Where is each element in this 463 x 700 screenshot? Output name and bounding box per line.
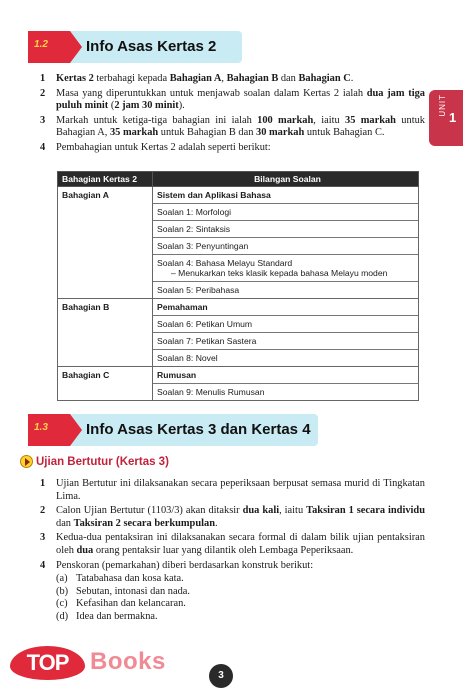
section-number-badge — [28, 414, 70, 446]
construct-list — [56, 573, 425, 623]
paragraph-text: . — [350, 73, 354, 84]
paragraph-text: Penskoran (pemarkahan) diberi berdasarkan konstruk berikut: — [56, 559, 314, 571]
paragraph-text: Taksiran 1 secara individu — [306, 505, 425, 517]
section-number-badge — [28, 31, 70, 63]
paragraph-number: 4 — [40, 559, 46, 571]
paragraph-text: . — [214, 517, 218, 529]
paragraph-number: 1 — [40, 478, 46, 489]
table-questions-cell — [153, 299, 419, 367]
construct-letter: (d) — [56, 610, 69, 622]
paragraph-text: , — [221, 73, 227, 84]
paragraph-text: Bahagian B — [226, 73, 279, 84]
paragraph — [40, 88, 425, 113]
table-topic — [153, 299, 418, 316]
logo-top: TOP — [10, 646, 85, 680]
paragraph-text: Markah untuk ketiga-tiga bahagian ini ialah — [56, 114, 258, 126]
paragraph-text: ( — [108, 100, 115, 112]
table-questions-cell — [153, 187, 419, 299]
paragraph-text: terbahagi kepada — [93, 73, 170, 84]
question-text: Soalan 7: Petikan Sastera — [157, 336, 257, 346]
table-question — [153, 221, 418, 238]
paragraph-text: Masa yang diperuntukkan untuk menjawab soalan dalam Kertas 2 ialah — [56, 87, 367, 99]
logo-books: Books — [90, 648, 166, 675]
paragraph-text: 30 markah — [256, 127, 305, 139]
table-question — [153, 350, 418, 366]
paragraph-text: Ujian Bertutur ini dilaksanakan secara peperiksaan berpusat semasa murid di Tingkatan Lima. — [56, 478, 425, 502]
table-questions-cell — [153, 367, 419, 401]
paragraph-number: 3 — [40, 114, 46, 126]
construct-text: Tatabahasa dan kosa kata. — [76, 573, 184, 585]
question-text: Soalan 1: Morfologi — [157, 207, 232, 217]
paragraph — [40, 73, 425, 86]
question-text: Rumusan — [157, 370, 197, 380]
paragraph-text: Bahagian A — [169, 73, 222, 84]
paragraph-number: 3 — [40, 532, 46, 544]
paragraph-text: Kedua-dua pentaksiran ini dilaksanakan secara formal di dalam bilik ujian pentaksiran oleh — [56, 532, 425, 556]
paragraph-number: 1 — [40, 73, 46, 84]
paragraph-text: 35 markah — [109, 127, 159, 139]
construct-text: Idea dan bermakna. — [76, 610, 158, 622]
paragraph-text: Taksiran 2 secara berkumpulan — [73, 517, 215, 529]
paragraph-text: Kertas 2 — [56, 73, 94, 84]
table-header-part: Bahagian Kertas 2 — [58, 172, 153, 187]
question-note: – Menukarkan teks klasik kepada bahasa Melayu moden — [171, 268, 388, 278]
topbooks-watermark-logo — [0, 636, 200, 688]
construct-letter: (b) — [56, 585, 69, 597]
question-text: Soalan 4: Bahasa Melayu Standard — [157, 258, 293, 268]
table-header-questions: Bilangan Soalan — [153, 172, 419, 187]
construct-text: Sebutan, intonasi dan nada. — [76, 585, 190, 597]
paragraph-text: dan — [56, 517, 74, 529]
paragraph-text: orang pentaksir luar yang dilantik oleh Lembaga Peperiksaan. — [93, 544, 354, 556]
table-row — [58, 187, 419, 299]
paragraph — [40, 115, 425, 140]
unit-tab — [429, 90, 463, 146]
paragraph-number: 4 — [40, 141, 46, 153]
section-title: Info Asas Kertas 2 — [86, 38, 217, 55]
paragraph-number: 2 — [40, 505, 46, 517]
paragraph — [40, 478, 425, 503]
construct-item — [56, 598, 425, 611]
paragraph-text: untuk Bahagian C. — [304, 127, 385, 139]
paragraph-text: Pembahagian untuk Kertas 2 adalah seperti berikut: — [56, 141, 271, 153]
paragraph — [40, 505, 425, 530]
page-number: 3 — [209, 664, 233, 688]
construct-text: Kefasihan dan kelancaran. — [76, 598, 186, 610]
table-question — [153, 238, 418, 255]
section2-paragraphs — [40, 478, 425, 626]
paper2-table — [57, 171, 419, 401]
subheading: Ujian Bertutur (Kertas 3) — [36, 456, 169, 468]
table-question — [153, 384, 418, 400]
paragraph-text: Calon Ujian Bertutur (1103/3) akan ditaksir — [56, 505, 243, 517]
paragraph-text: untuk Bahagian A, — [56, 114, 425, 139]
construct-item — [56, 586, 425, 599]
table-question — [153, 316, 418, 333]
paragraph-text: dua jam tiga puluh minit — [56, 87, 425, 112]
question-text: Soalan 2: Sintaksis — [157, 224, 231, 234]
question-text: Pemahaman — [157, 302, 208, 312]
section-number: 1.2 — [34, 39, 48, 50]
construct-letter: (c) — [56, 598, 68, 610]
paragraph-text: dua — [76, 544, 94, 556]
paragraph-text: , iaitu — [279, 505, 307, 517]
question-text: Soalan 6: Petikan Umum — [157, 319, 253, 329]
section1-paragraphs — [40, 73, 425, 157]
unit-number: 1 — [449, 110, 457, 125]
table-question — [153, 204, 418, 221]
paragraph — [40, 532, 425, 557]
table-topic — [153, 367, 418, 384]
question-text: Soalan 3: Penyuntingan — [157, 241, 249, 251]
paragraph-text: 2 jam 30 minit — [114, 100, 179, 112]
paragraph-text: dua kali — [242, 505, 280, 517]
paragraph — [40, 142, 425, 155]
question-text: Soalan 8: Novel — [157, 353, 218, 363]
section-title: Info Asas Kertas 3 dan Kertas 4 — [86, 421, 311, 438]
table-question — [153, 333, 418, 350]
table-question — [153, 255, 418, 282]
paragraph-text: ). — [178, 100, 185, 112]
question-text: Sistem dan Aplikasi Bahasa — [157, 190, 271, 200]
paragraph-text: 100 markah — [257, 114, 314, 126]
unit-label: UNIT — [438, 94, 447, 117]
construct-item — [56, 573, 425, 586]
section-number: 1.3 — [34, 422, 48, 433]
paragraph-text: 35 markah — [345, 114, 396, 126]
table-part-cell: Bahagian C — [58, 367, 153, 401]
table-part-cell: Bahagian A — [58, 187, 153, 299]
paragraph-text: dan — [278, 73, 299, 84]
question-text: Soalan 9: Menulis Rumusan — [157, 387, 265, 397]
construct-item — [56, 611, 425, 624]
construct-letter: (a) — [56, 573, 68, 585]
table-body — [58, 187, 419, 401]
paragraph-number: 2 — [40, 87, 46, 99]
arrow-bullet-icon — [20, 455, 33, 468]
table-topic — [153, 187, 418, 204]
table-question — [153, 282, 418, 298]
paragraph-text: Bahagian C — [298, 73, 351, 84]
table-row — [58, 299, 419, 367]
paragraph — [40, 560, 425, 624]
table-row — [58, 367, 419, 401]
paragraph-text: untuk Bahagian B dan — [158, 127, 257, 139]
question-text: Soalan 5: Peribahasa — [157, 285, 240, 295]
table-part-cell: Bahagian B — [58, 299, 153, 367]
paragraph-text: , iaitu — [313, 114, 346, 126]
